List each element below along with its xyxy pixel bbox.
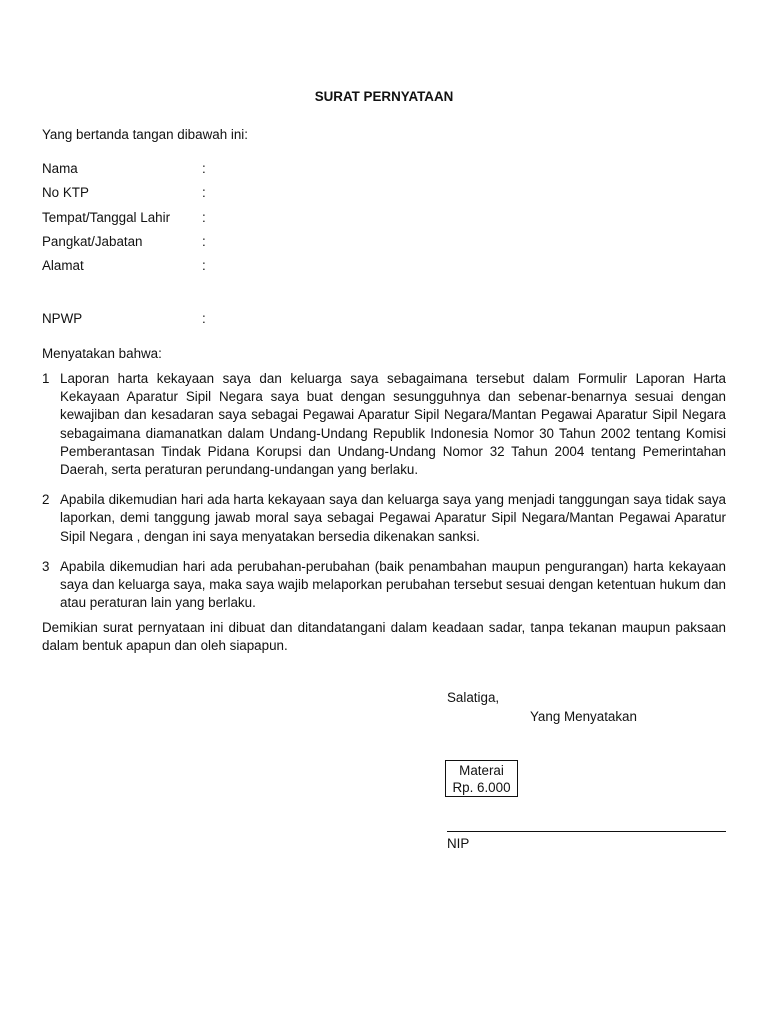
field-colon: :: [202, 161, 206, 176]
signing-place: Salatiga,: [447, 690, 500, 705]
declaration-number: 3: [42, 558, 50, 574]
field-colon: :: [202, 210, 206, 225]
document-title: SURAT PERNYATAAN: [314, 89, 454, 104]
field-row-npwp: [42, 311, 342, 329]
field-label-no-ktp: No KTP: [42, 185, 89, 200]
declaration-text: Laporan harta kekayaan saya dan keluarga saya sebagaimana tersebut dalam Formulir Laporan Harta Kekayaan Aparatur Sipil Negara saya buat dengan sesungguhnya dan sebenar-benarnya sesuai dengan kewajiban dan kesadaran saya sebagai Pegawai Aparatur Sipil Negara/Mantan Pegawai Aparatur Sipil Negara sebagaimana diamanatkan dalam Undang-Undang Republik Indonesia Nomor 30 Tahun 2002 tentang Komisi Pemberantasan Tindak Pidana Korupsi dan Undang-Undang Nomor 32 Tahun 2004 tentang Pemerintahan Daerah, serta peraturan perundang-undangan yang berlaku.: [60, 371, 726, 478]
field-colon: :: [202, 185, 206, 200]
field-row-alamat: [42, 258, 342, 276]
declaration-item: [42, 491, 726, 546]
declaration-number: 1: [42, 371, 50, 386]
signature-line: [447, 831, 726, 832]
declaration-text: Apabila dikemudian hari ada harta kekayaan saya dan keluarga saya yang menjadi tanggungan saya tidak saya laporkan, demi tanggung jawab moral saya sebagai Pegawai Aparatur Sipil Negara/Mantan Pegawai Aparatur Sipil Negara , dengan ini saya menyatakan bersedia dikenakan sanksi.: [60, 492, 726, 544]
closing-paragraph: Demikian surat pernyataan ini dibuat dan ditandatangani dalam keadaan sadar, tanpa tekanan maupun paksaan dalam bentuk apapun dan oleh siapapun.: [42, 620, 726, 654]
field-colon: :: [202, 258, 206, 273]
intro-text: Yang bertanda tangan dibawah ini:: [42, 127, 248, 142]
stamp-value: Rp. 6.000: [452, 780, 511, 795]
stamp-label: Materai: [459, 763, 504, 778]
declare-heading: Menyatakan bahwa:: [42, 346, 162, 361]
field-row-pangkat-jabatan: [42, 234, 342, 252]
declaration-text: Apabila dikemudian hari ada perubahan-perubahan (baik penambahan maupun pengurangan) harta kekayaan saya dan keluarga saya, maka saya wajib melaporkan perubahan tersebut sesuai dengan ketentuan hukum dan atau peraturan lain yang berlaku.: [60, 558, 726, 611]
field-label-npwp: NPWP: [42, 311, 83, 326]
declaration-item: [42, 370, 726, 479]
field-row-no-ktp: [42, 185, 342, 203]
declaration-list: [42, 370, 726, 624]
field-colon: :: [202, 311, 206, 326]
field-row-tempat-tanggal-lahir: [42, 210, 342, 228]
materai-stamp-box: [445, 760, 518, 797]
nip-label: NIP: [447, 836, 470, 851]
field-row-nama: [42, 161, 342, 179]
field-colon: :: [202, 234, 206, 249]
declaration-number: 2: [42, 492, 50, 508]
declaration-item: [42, 558, 726, 613]
field-label-nama: Nama: [42, 161, 78, 176]
field-label-pangkat-jabatan: Pangkat/Jabatan: [42, 234, 143, 249]
field-label-tempat-tanggal-lahir: Tempat/Tanggal Lahir: [42, 210, 171, 225]
signer-label: Yang Menyatakan: [530, 709, 637, 724]
field-label-alamat: Alamat: [42, 258, 84, 273]
